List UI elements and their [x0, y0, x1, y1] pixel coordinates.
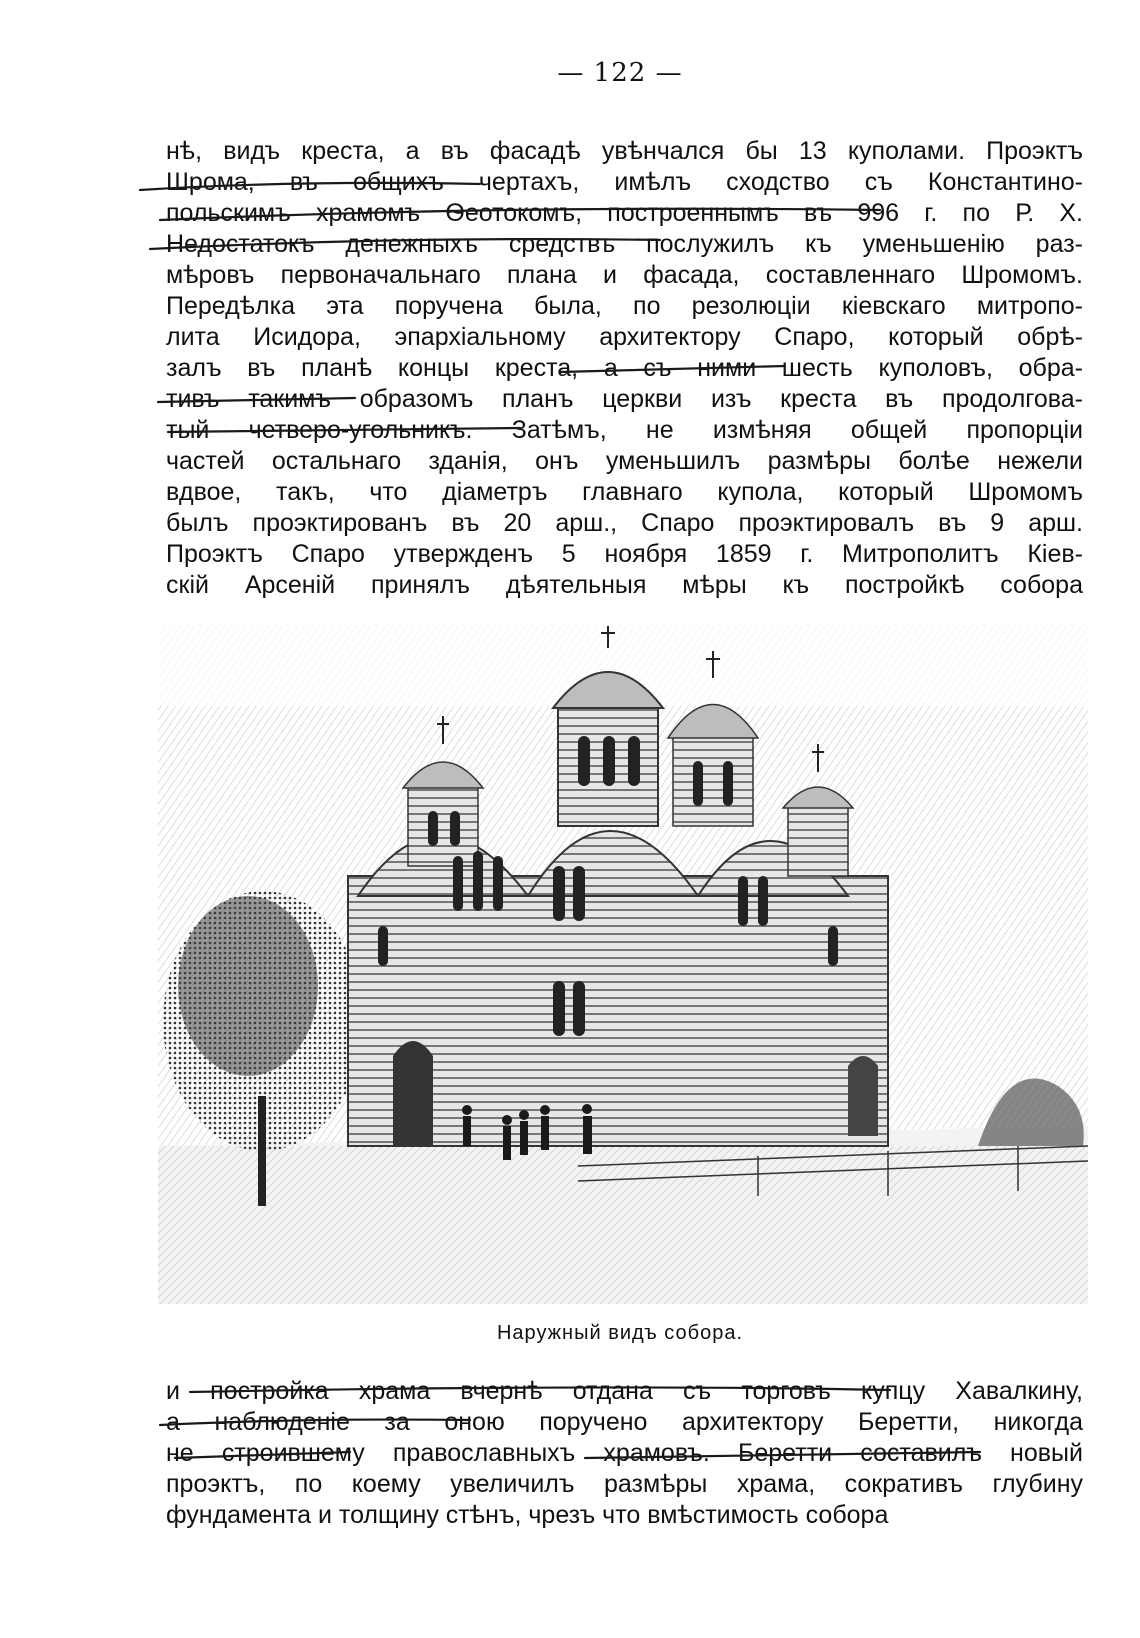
- text-line: лита Исидора, эпархіальному архитектору Спаро, который обрѣ-: [166, 323, 1083, 351]
- text-line: тый четверо-угольникъ. Затѣмъ, не измѣняя общей пропорціи: [166, 416, 1083, 444]
- text-line: Шрома, въ общихъ чертахъ, имѣлъ сходство съ Константино-: [166, 168, 1083, 196]
- text-line: Проэктъ Спаро утвержденъ 5 ноября 1859 г. Митрополитъ Кіев-: [166, 540, 1083, 568]
- text-line: Передѣлка эта поручена была, по резолюціи кіевскаго митропо-: [166, 292, 1083, 320]
- text-line: вдвое, такъ, что діаметръ главнаго купола, который Шромомъ: [166, 478, 1083, 506]
- text-line: польскимъ храмомъ Ѳеотокомъ, построеннымъ въ 996 г. по Р. Х.: [166, 199, 1083, 227]
- text-line: фундамента и толщину стѣнъ, чрезъ что вмѣстимость собора: [166, 1501, 889, 1529]
- cathedral-illustration: [158, 626, 1088, 1304]
- text-line: Недостатокъ денежныхъ средствъ послужилъ къ уменьшенію раз-: [166, 230, 1083, 258]
- text-line: и постройка храма вчернѣ отдана съ торговъ купцу Хавалкину,: [166, 1377, 1083, 1405]
- body-text-bottom: [166, 1376, 1083, 1531]
- text-line: залъ въ планѣ концы креста, а съ ними шесть куполовъ, обра-: [166, 354, 1083, 382]
- text-line: частей остальнаго зданія, онъ уменьшилъ размѣры болѣе нежели: [166, 447, 1083, 475]
- page-number: — 122 —: [557, 58, 683, 88]
- figure-caption: Наружный видъ собора.: [496, 1322, 744, 1344]
- text-line: не строившему православныхъ храмовъ. Беретти составилъ новый: [166, 1439, 1083, 1467]
- text-line: проэктъ, по коему увеличилъ размѣры храма, сокративъ глубину: [166, 1470, 1083, 1498]
- text-line: былъ проэктированъ въ 20 арш., Спаро проэктировалъ въ 9 арш.: [166, 509, 1083, 537]
- text-line: тивъ такимъ образомъ планъ церкви изъ креста въ продолгова-: [166, 385, 1083, 413]
- body-text-top: [166, 136, 1083, 601]
- text-line: нѣ, видъ креста, а въ фасадѣ увѣнчался бы 13 куполами. Проэктъ: [166, 137, 1083, 165]
- text-line: мѣровъ первоначальнаго плана и фасада, составленнаго Шромомъ.: [166, 261, 1083, 289]
- text-line: скій Арсеній принялъ дѣятельныя мѣры къ постройкѣ собора: [166, 571, 1083, 599]
- text-line: а наблюденіе за оною поручено архитектору Беретти, никогда: [166, 1408, 1083, 1436]
